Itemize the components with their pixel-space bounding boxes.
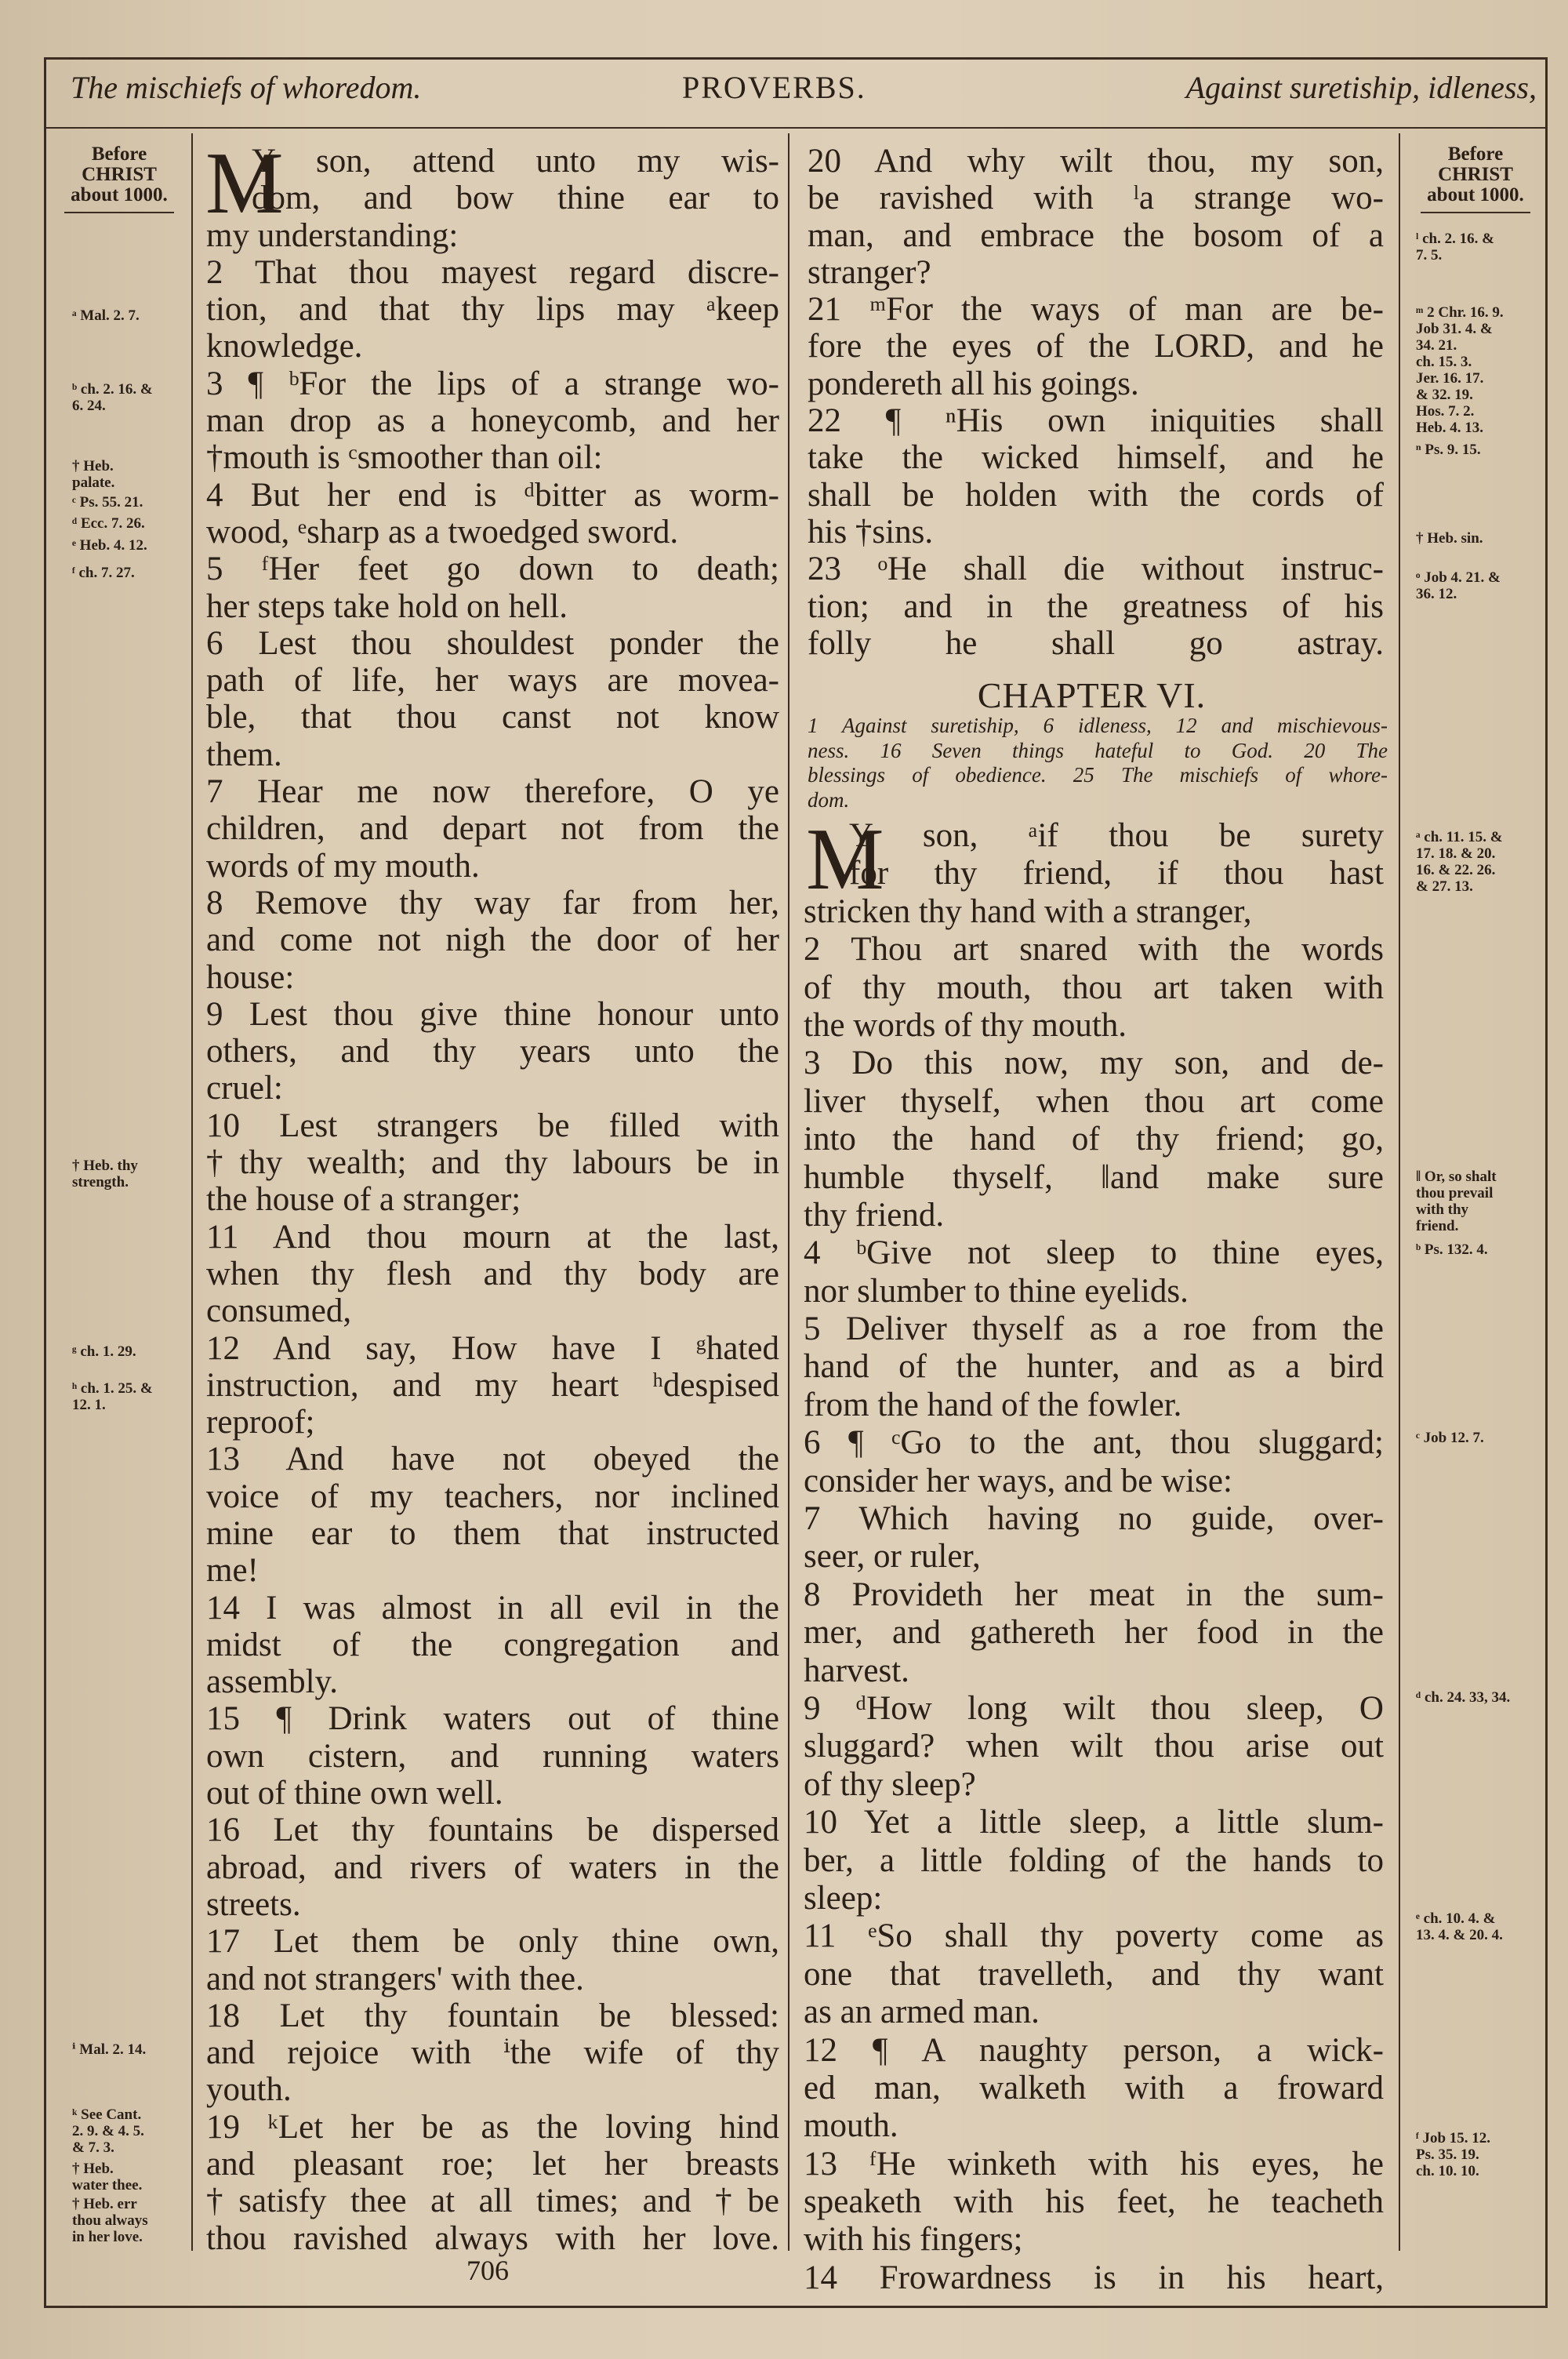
verse-line: hand of the hunter, and as a bird bbox=[804, 1348, 1384, 1386]
verse-line: man, and embrace the bosom of a bbox=[808, 216, 1384, 254]
verse-line: path of life, her ways are movea- bbox=[206, 662, 779, 700]
verse-line: cruel: bbox=[206, 1070, 283, 1107]
left-margin-divider bbox=[191, 133, 193, 2251]
verse-line: children, and depart not from the bbox=[206, 810, 779, 848]
text-column-right-bottom bbox=[804, 811, 1384, 2297]
verse-line: when thy flesh and thy body are bbox=[206, 1255, 779, 1292]
verse-line: them. bbox=[206, 736, 282, 773]
header-rule bbox=[44, 127, 1548, 129]
chapter-summary bbox=[808, 714, 1388, 812]
running-head-right: Against suretiship, idleness, bbox=[1185, 70, 1537, 105]
verse-line: as an armed man. bbox=[804, 1994, 1040, 2031]
verse-line: and not strangers' with thee. bbox=[206, 1960, 584, 1997]
verse-line: be ravished with ˡa strange wo- bbox=[808, 180, 1384, 217]
verse-line: my understanding: bbox=[206, 216, 459, 254]
cross-reference-note: † Heb. sin. bbox=[1416, 530, 1483, 547]
verse-line: 2 That thou mayest regard discre- bbox=[206, 253, 779, 291]
verse-line: stricken thy hand with a stranger, bbox=[804, 892, 1252, 930]
verse-line: dom, and bow thine ear to bbox=[252, 180, 779, 217]
verse-line: out of thine own well. bbox=[206, 1775, 503, 1812]
verse-line: Y son, attend unto my wis- bbox=[252, 143, 779, 180]
cross-reference-note: ˡ ch. 2. 16. & 7. 5. bbox=[1416, 231, 1494, 264]
running-head-left: The mischiefs of whoredom. bbox=[71, 70, 422, 105]
date-note-line: CHRIST bbox=[1438, 164, 1513, 185]
verse-line: 18 Let thy fountain be blessed: bbox=[206, 1997, 779, 2034]
verse-line: 15 ¶ Drink waters out of thine bbox=[206, 1700, 779, 1738]
verse-line: Y son, ᵃif thou be surety bbox=[849, 817, 1384, 854]
verse-line: 12 ¶ A naughty person, a wick- bbox=[804, 2031, 1384, 2069]
verse-line: mouth. bbox=[804, 2107, 898, 2145]
verse-line: 23 ᵒHe shall die without instruc- bbox=[808, 551, 1384, 588]
verse-line: her steps take hold on hell. bbox=[206, 587, 568, 625]
date-note-line: CHRIST bbox=[82, 164, 157, 185]
verse-line: speaketh with his feet, he teacheth bbox=[804, 2183, 1384, 2221]
verse-line: with his fingers; bbox=[804, 2221, 1023, 2259]
text-column-right-top bbox=[808, 143, 1384, 662]
verse-line: 13 And have not obeyed the bbox=[206, 1441, 779, 1478]
verse-line: house: bbox=[206, 958, 295, 996]
page-number: 706 bbox=[466, 2255, 509, 2286]
verse-line: mer, and gathereth her food in the bbox=[804, 1614, 1384, 1652]
verse-line: mine ear to them that instructed bbox=[206, 1514, 779, 1552]
verse-line: instruction, and my heart ʰdespised bbox=[206, 1366, 779, 1404]
verse-line: 14 I was almost in all evil in the bbox=[206, 1589, 779, 1627]
verse-line: tion, and that thy lips may ᵃkeep bbox=[206, 291, 779, 329]
verse-line: 8 Provideth her meat in the sum- bbox=[804, 1576, 1384, 1613]
verse-line: of thy mouth, thou art taken with bbox=[804, 969, 1384, 1006]
verse-line: youth. bbox=[206, 2071, 292, 2109]
verse-line: 9 ᵈHow long wilt thou sleep, O bbox=[804, 1689, 1384, 1727]
verse-line: the house of a stranger; bbox=[206, 1181, 521, 1219]
verse-line: streets. bbox=[206, 1885, 301, 1923]
verse-line: 9 Lest thou give thine honour unto bbox=[206, 995, 779, 1033]
cross-reference-note: † Heb. palate. bbox=[72, 458, 115, 491]
chapter-heading: CHAPTER VI. bbox=[977, 675, 1207, 715]
verse-line: 21 ᵐFor the ways of man are be- bbox=[808, 291, 1384, 329]
verse-line: nor slumber to thine eyelids. bbox=[804, 1272, 1189, 1310]
verse-line: stranger? bbox=[808, 253, 931, 291]
verse-line: 6 Lest thou shouldest ponder the bbox=[206, 624, 779, 662]
chapter-summary-line: 1 Against suretiship, 6 idleness, 12 and mischievous- bbox=[808, 714, 1388, 737]
verse-line: man drop as a honeycomb, and her bbox=[206, 402, 779, 440]
verse-line: 10 Lest strangers be filled with bbox=[206, 1107, 779, 1144]
cross-reference-note: ᵉ Heb. 4. 12. bbox=[72, 537, 147, 554]
verse-line: tion; and in the greatness of his bbox=[808, 587, 1384, 625]
cross-reference-note: † Heb. thy strength. bbox=[72, 1158, 138, 1190]
verse-line: thy friend. bbox=[804, 1196, 945, 1234]
verse-line: 8 Remove thy way far from her, bbox=[206, 884, 779, 921]
verse-line: his †sins. bbox=[808, 513, 934, 551]
cross-reference-note: ᵐ 2 Chr. 16. 9. Job 31. 4. & 34. 21. ch. 15. 3. Jer. 16. 17. & 32. 19. Hos. 7. 2. Heb. 4. 13. bbox=[1416, 304, 1504, 436]
verse-line: of thy sleep? bbox=[804, 1765, 976, 1803]
cross-reference-note: ᶜ Job 12. 7. bbox=[1416, 1430, 1484, 1446]
cross-reference-note: ᵃ Mal. 2. 7. bbox=[72, 307, 140, 324]
verse-line: and pleasant roe; let her breasts bbox=[206, 2146, 779, 2183]
drop-cap: M bbox=[806, 811, 884, 908]
verse-line: 4 ᵇGive not sleep to thine eyes, bbox=[804, 1234, 1384, 1272]
verse-line: †satisfy thee at all times; and †be bbox=[206, 2183, 779, 2220]
right-margin-divider bbox=[1399, 133, 1400, 2251]
verse-line: †thy wealth; and thy labours be in bbox=[206, 1144, 779, 1182]
date-note-line: about 1000. bbox=[1427, 184, 1524, 205]
verse-line: 6 ¶ ᶜGo to the ant, thou sluggard; bbox=[804, 1424, 1384, 1462]
verse-line: consider her ways, and be wise: bbox=[804, 1462, 1232, 1499]
date-note-line: Before bbox=[91, 144, 147, 165]
verse-line: own cistern, and running waters bbox=[206, 1737, 779, 1775]
verse-line: †mouth is ᶜsmoother than oil: bbox=[206, 439, 603, 477]
verse-line: 20 And why wilt thou, my son, bbox=[808, 143, 1384, 180]
verse-line: from the hand of the fowler. bbox=[804, 1386, 1182, 1423]
verse-line: 16 Let thy fountains be dispersed bbox=[206, 1812, 779, 1849]
date-note-left bbox=[49, 144, 190, 213]
date-note-rule bbox=[1421, 212, 1530, 213]
cross-reference-note: ᵇ ch. 2. 16. & 6. 24. bbox=[72, 381, 153, 414]
verse-line: folly he shall go astray. bbox=[808, 624, 1384, 662]
verse-line: abroad, and rivers of waters in the bbox=[206, 1848, 779, 1886]
verse-line: pondereth all his goings. bbox=[808, 365, 1139, 402]
verse-line: 14 Frowardness is in his heart, bbox=[804, 2259, 1384, 2296]
cross-reference-note: † Heb. err thou always in her love. bbox=[72, 2196, 148, 2245]
verse-line: the words of thy mouth. bbox=[804, 1006, 1127, 1044]
verse-line: 11 ᵉSo shall thy poverty come as bbox=[804, 1917, 1384, 1955]
book-title: PROVERBS. bbox=[682, 70, 866, 105]
cross-reference-note: ᶠ Job 15. 12. Ps. 35. 19. ch. 10. 10. bbox=[1416, 2130, 1491, 2179]
cross-reference-note: ᵉ ch. 10. 4. & 13. 4. & 20. 4. bbox=[1416, 1910, 1503, 1943]
verse-line: ble, that thou canst not know bbox=[206, 699, 779, 736]
verse-line: 7 Which having no guide, over- bbox=[804, 1500, 1384, 1538]
verse-line: thou ravished always with her love. bbox=[206, 2219, 779, 2257]
verse-line: 7 Hear me now therefore, O ye bbox=[206, 773, 779, 811]
verse-line: wood, ᵉsharp as a twoedged sword. bbox=[206, 513, 679, 551]
verse-line: liver thyself, when thou art come bbox=[804, 1082, 1384, 1120]
verse-line: and come not nigh the door of her bbox=[206, 921, 779, 959]
chapter-summary-line: ness. 16 Seven things hateful to God. 20 The bbox=[808, 738, 1388, 762]
verse-line: fore the eyes of the LORD, and he bbox=[808, 328, 1384, 365]
verse-line: me! bbox=[206, 1552, 259, 1590]
verse-line: 5 ᶠHer feet go down to death; bbox=[206, 551, 779, 588]
verse-line: 10 Yet a little sleep, a little slum- bbox=[804, 1804, 1384, 1841]
verse-line: assembly. bbox=[206, 1663, 338, 1701]
date-note-rule bbox=[64, 212, 174, 213]
verse-line: sleep: bbox=[804, 1879, 883, 1917]
verse-line: 3 Do this now, my son, and de- bbox=[804, 1045, 1384, 1082]
cross-reference-note: ᵏ See Cant. 2. 9. & 4. 5. & 7. 3. bbox=[72, 2106, 144, 2156]
verse-line: take the wicked himself, and he bbox=[808, 439, 1384, 477]
verse-line: seer, or ruler, bbox=[804, 1538, 981, 1576]
verse-line: consumed, bbox=[206, 1292, 352, 1330]
verse-line: shall be holden with the cords of bbox=[808, 476, 1384, 514]
cross-reference-note: ‖ Or, so shalt thou prevail with thy friend. bbox=[1416, 1169, 1497, 1234]
text-column-left bbox=[205, 135, 779, 2257]
cross-reference-note: ⁱ Mal. 2. 14. bbox=[72, 2041, 147, 2058]
verse-line: knowledge. bbox=[206, 328, 363, 365]
verse-line: others, and thy years unto the bbox=[206, 1033, 779, 1070]
cross-reference-note: ᶠ ch. 7. 27. bbox=[72, 565, 135, 581]
verse-line: 13 ᶠHe winketh with his eyes, he bbox=[804, 2145, 1384, 2183]
chapter-summary-line: dom. bbox=[808, 787, 850, 812]
verse-line: voice of my teachers, nor inclined bbox=[206, 1478, 779, 1515]
cross-reference-note: ᵈ Ecc. 7. 26. bbox=[72, 515, 145, 532]
verse-line: for thy friend, if thou hast bbox=[849, 855, 1384, 892]
cross-reference-note: ⁿ Ps. 9. 15. bbox=[1416, 442, 1481, 458]
verse-line: reproof; bbox=[206, 1404, 315, 1441]
verse-line: words of my mouth. bbox=[206, 847, 480, 885]
cross-reference-note: † Heb. water thee. bbox=[72, 2161, 143, 2194]
verse-line: 2 Thou art snared with the words bbox=[804, 931, 1384, 969]
date-note-line: Before bbox=[1447, 144, 1504, 165]
verse-line: 19 ᵏLet her be as the loving hind bbox=[206, 2108, 779, 2146]
cross-reference-note: ʰ ch. 1. 25. & 12. 1. bbox=[72, 1380, 153, 1413]
verse-line: into the hand of thy friend; go, bbox=[804, 1121, 1384, 1158]
date-note-right bbox=[1405, 144, 1546, 213]
verse-line: 3 ¶ ᵇFor the lips of a strange wo- bbox=[206, 365, 779, 402]
verse-line: 4 But her end is ᵈbitter as worm- bbox=[206, 476, 779, 514]
verse-line: humble thyself, ‖and make sure bbox=[804, 1158, 1384, 1196]
cross-reference-note: ᵒ Job 4. 21. & 36. 12. bbox=[1416, 569, 1501, 602]
verse-line: sluggard? when wilt thou arise out bbox=[804, 1728, 1384, 1765]
verse-line: 5 Deliver thyself as a roe from the bbox=[804, 1310, 1384, 1348]
verse-line: 12 And say, How have I ᵍhated bbox=[206, 1329, 779, 1367]
chapter-summary-line: blessings of obedience. 25 The mischiefs of whore- bbox=[808, 763, 1388, 787]
verse-line: midst of the congregation and bbox=[206, 1626, 779, 1663]
verse-line: harvest. bbox=[804, 1652, 909, 1689]
verse-line: one that travelleth, and thy want bbox=[804, 1955, 1384, 1993]
date-note-line: about 1000. bbox=[71, 184, 168, 205]
verse-line: and rejoice with ⁱthe wife of thy bbox=[206, 2034, 779, 2072]
verse-line: 22 ¶ ⁿHis own iniquities shall bbox=[808, 402, 1384, 440]
cross-reference-note: ᵇ Ps. 132. 4. bbox=[1416, 1241, 1488, 1258]
cross-reference-note: ᶜ Ps. 55. 21. bbox=[72, 494, 143, 511]
center-column-divider bbox=[788, 133, 789, 2251]
verse-line: ed man, walketh with a froward bbox=[804, 2069, 1384, 2106]
cross-reference-note: ᵈ ch. 24. 33, 34. bbox=[1416, 1689, 1511, 1706]
cross-reference-note: ᵃ ch. 11. 15. & 17. 18. & 20. 16. & 22. 26. & 27. 13. bbox=[1416, 829, 1503, 895]
drop-cap: M bbox=[205, 135, 284, 232]
verse-line: 11 And thou mourn at the last, bbox=[206, 1218, 779, 1256]
verse-line: 17 Let them be only thine own, bbox=[206, 1923, 779, 1961]
cross-reference-note: ᵍ ch. 1. 29. bbox=[72, 1343, 136, 1360]
verse-line: ber, a little folding of the hands to bbox=[804, 1841, 1384, 1879]
